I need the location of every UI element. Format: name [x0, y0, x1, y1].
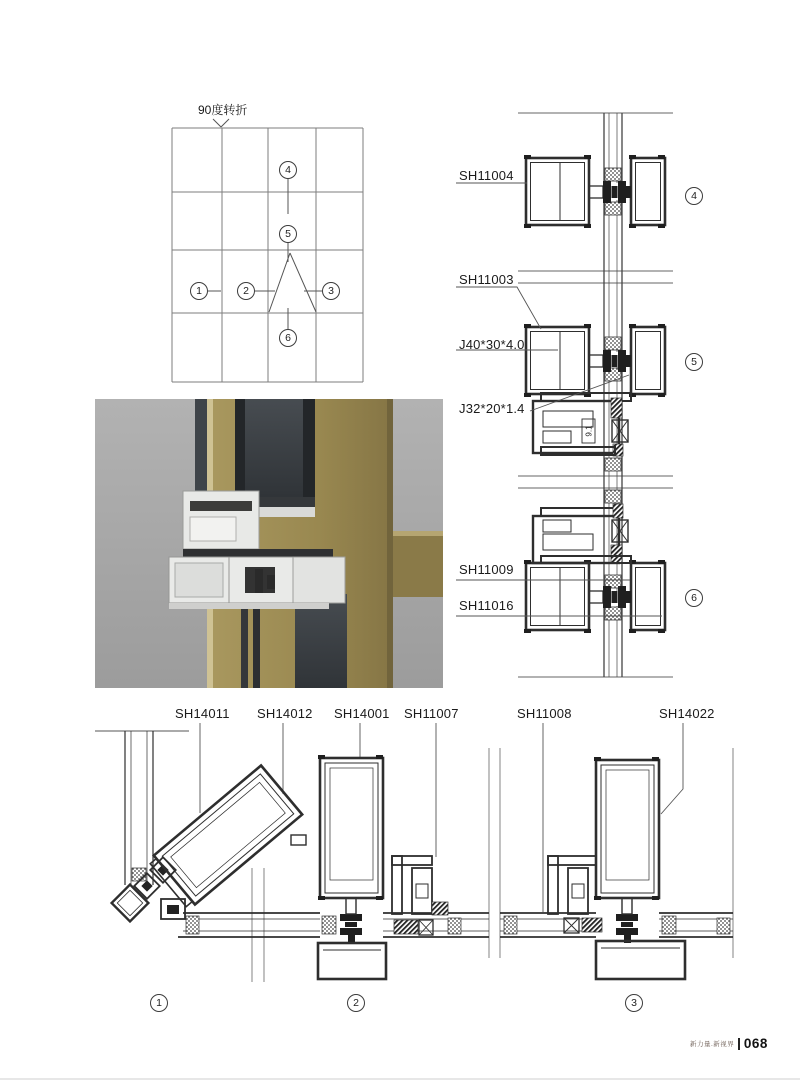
section-detail-2 — [318, 755, 448, 979]
label-sh14001: SH14001 — [334, 706, 390, 721]
label-sh11004: SH11004 — [459, 168, 514, 183]
detail-callout-3: 3 — [625, 994, 643, 1012]
detail-callout-5: 5 — [685, 353, 703, 371]
plan-callout-6: 6 — [279, 329, 297, 347]
plan-callout-3: 3 — [322, 282, 340, 300]
label-sh11007: SH11007 — [404, 706, 459, 721]
plan-callout-5: 5 — [279, 225, 297, 243]
label-sh14011: SH14011 — [175, 706, 230, 721]
section-detail-6 — [524, 560, 665, 633]
detail-callout-1: 1 — [150, 994, 168, 1012]
section-detail-4 — [524, 155, 665, 228]
footer-tagline: 新力量.新视界 — [690, 1041, 735, 1048]
plan-callout-2: 2 — [237, 282, 255, 300]
label-sh11016: SH11016 — [459, 598, 514, 613]
key-plan-grid-drawing — [160, 95, 380, 395]
detail-callout-4: 4 — [685, 187, 703, 205]
vent-mark: 9.1 — [584, 425, 594, 437]
section-detail-1 — [95, 731, 306, 921]
grid-plan-title: 90度转折 — [198, 103, 248, 117]
label-sh14012: SH14012 — [257, 706, 313, 721]
profile-render-photo — [95, 399, 443, 688]
bottom-label-leaders — [200, 723, 683, 912]
bottom-sections-drawing — [90, 695, 740, 1010]
grid-callout-leaders — [208, 119, 322, 329]
footer-page-number: 068 — [743, 1036, 768, 1051]
horizontal-glass-bands — [178, 913, 733, 937]
detail-callout-2: 2 — [347, 994, 365, 1012]
label-sh14022: SH14022 — [659, 706, 715, 721]
label-sh11009: SH11009 — [459, 562, 514, 577]
vent-section-6 — [533, 504, 631, 563]
page-bottom-edge — [0, 1078, 800, 1080]
section-break-lines — [252, 748, 733, 982]
detail-callout-6: 6 — [685, 589, 703, 607]
plan-callout-4: 4 — [279, 161, 297, 179]
plan-callout-1: 1 — [190, 282, 208, 300]
vent-section-5 — [533, 393, 631, 456]
label-sh11008: SH11008 — [517, 706, 572, 721]
label-j32-20-1-4: J32*20*1.4 — [459, 401, 525, 416]
label-sh11003: SH11003 — [459, 272, 514, 287]
section-detail-3 — [548, 757, 685, 979]
label-j40-30-4: J40*30*4.0 — [459, 337, 525, 352]
section-detail-5 — [524, 324, 665, 397]
footer-divider — [738, 1038, 740, 1050]
page-footer — [690, 1036, 768, 1051]
